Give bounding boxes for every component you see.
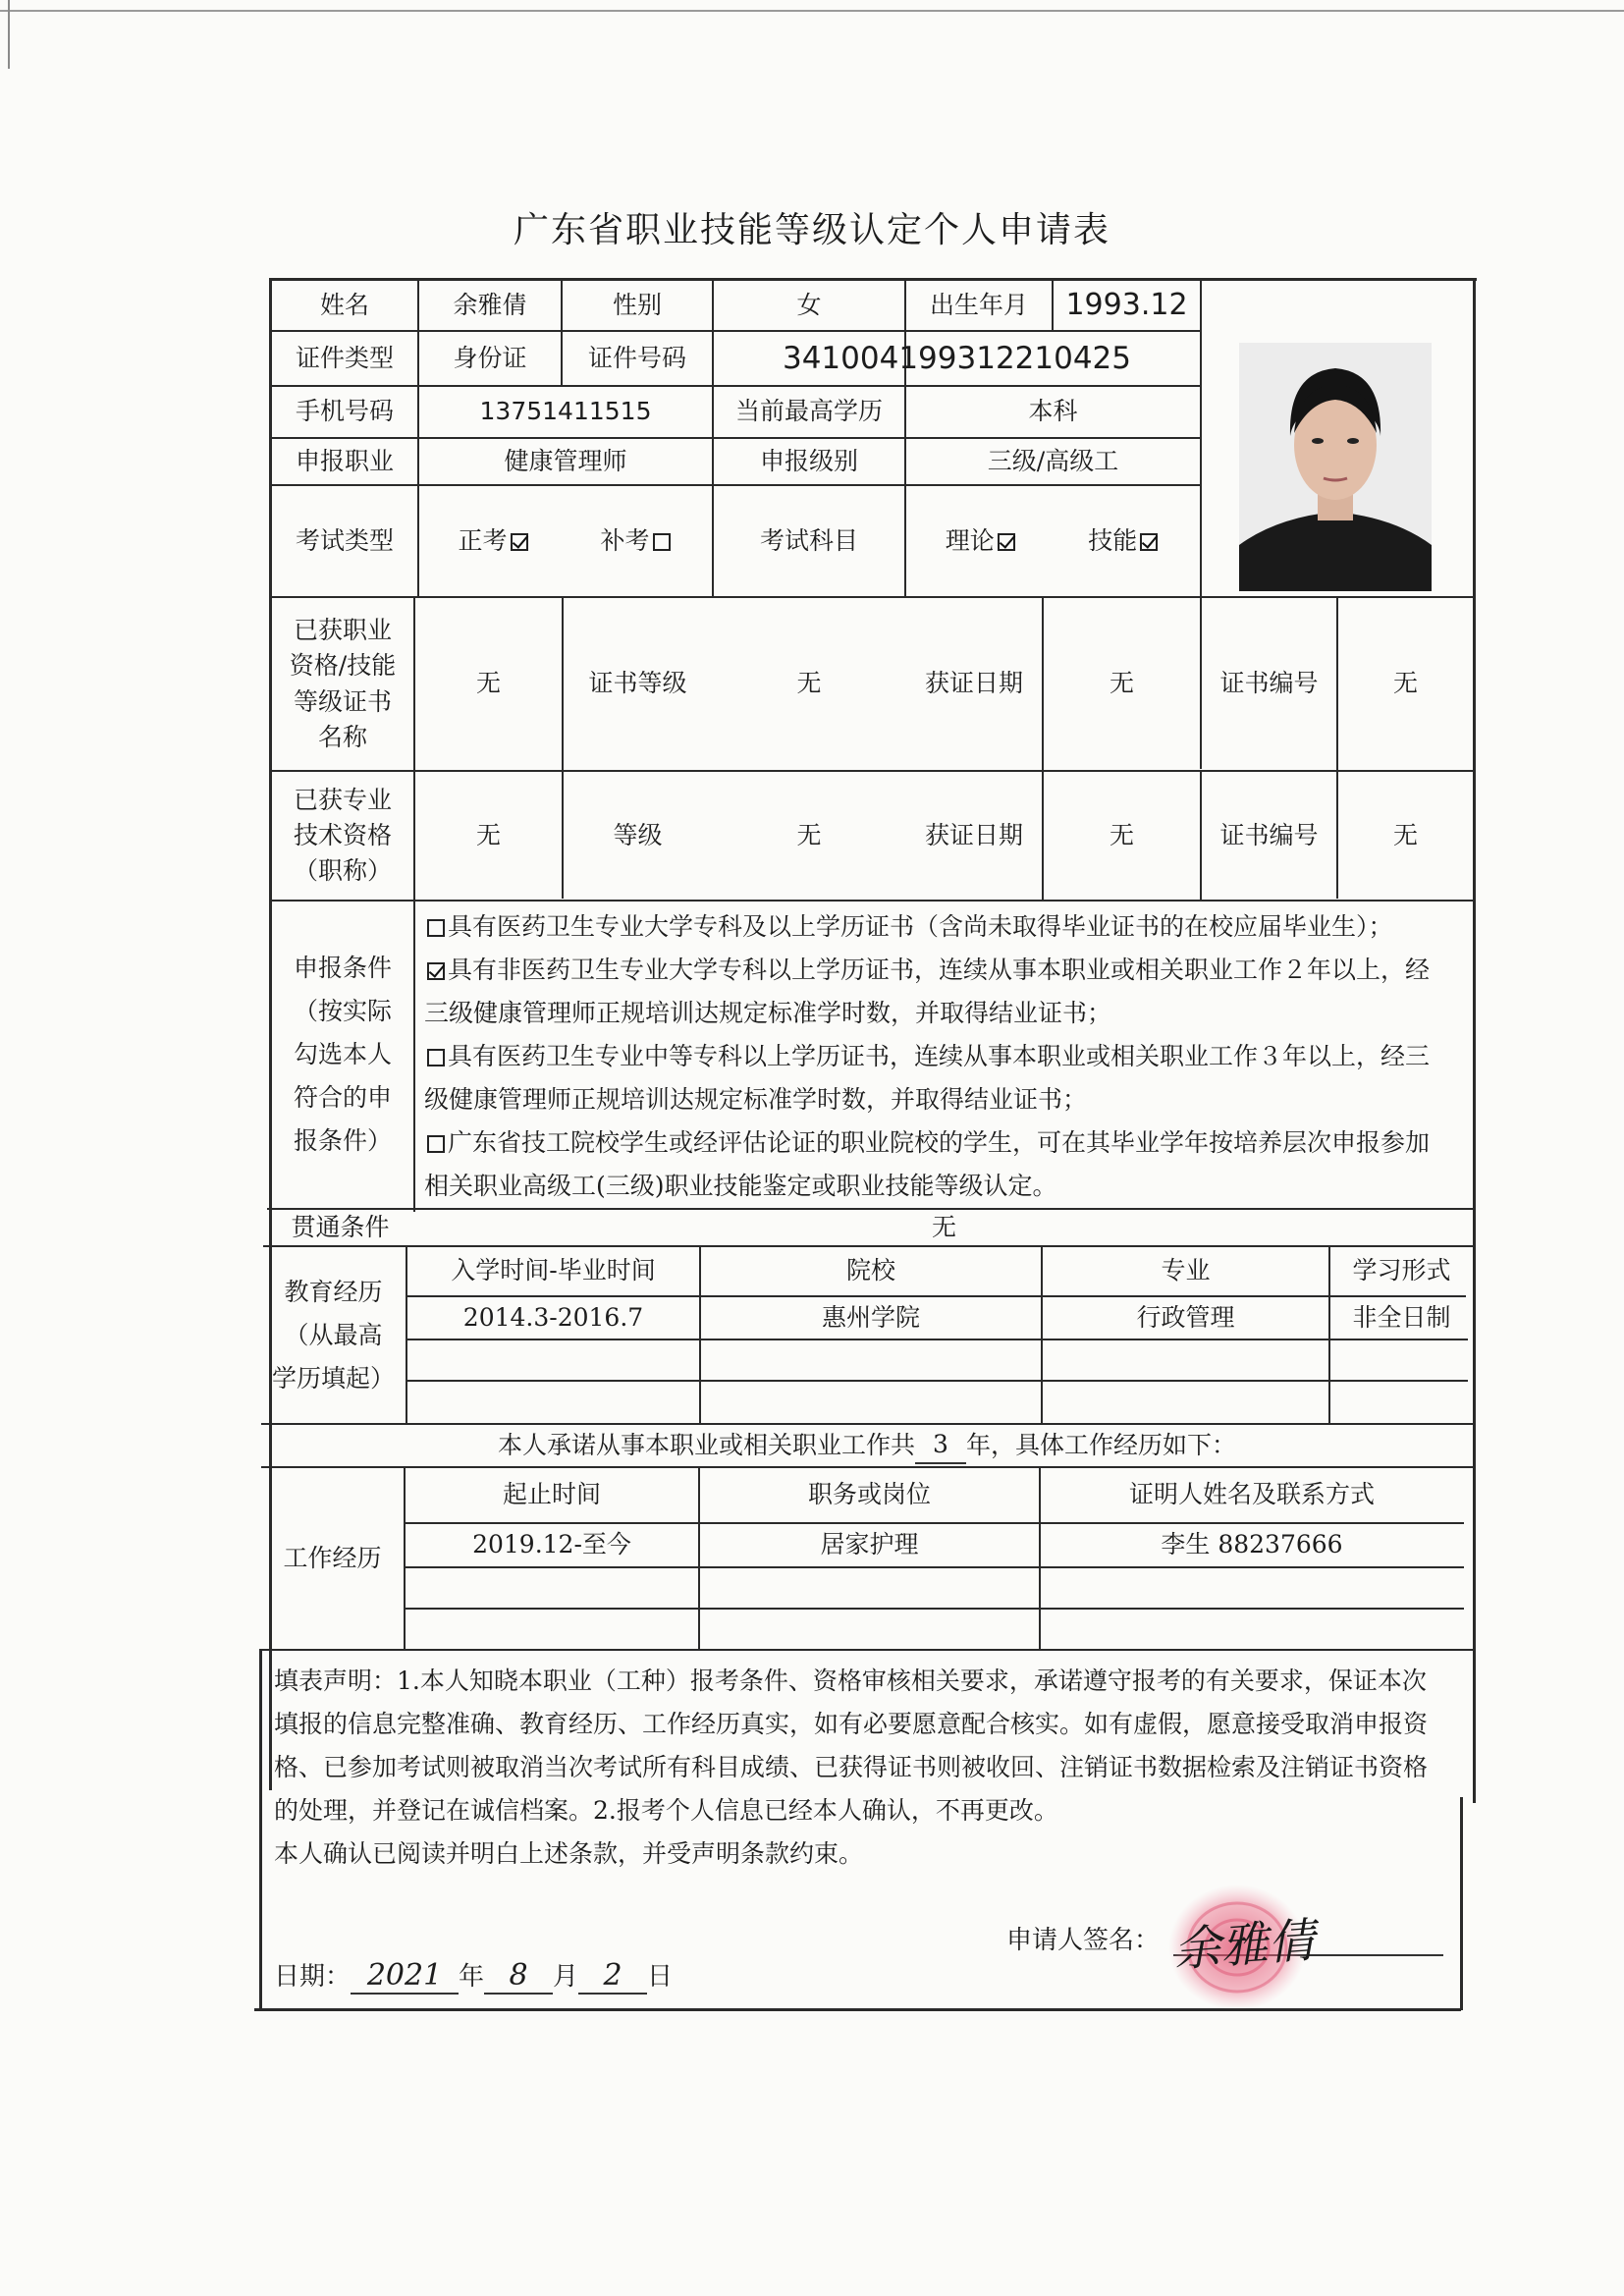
- exam-type-label: 考试类型: [295, 525, 394, 555]
- condition-item-3[interactable]: 具有医药卫生专业中等专科以上学历证书，连续从事本职业或相关职业工作３年以上，经三: [424, 1035, 1430, 1078]
- phone-label: 手机号码: [295, 397, 394, 426]
- condition-3-checkbox[interactable]: [427, 1049, 445, 1066]
- birth-label: 出生年月: [929, 290, 1028, 319]
- condition-item-1[interactable]: 具有医药卫生专业大学专科及以上学历证书（含尚未取得毕业证书的在校应届毕业生）；: [424, 905, 1393, 949]
- id-no-label: 证件号码: [587, 343, 686, 372]
- work-header-period: 起止时间: [502, 1480, 601, 1509]
- work-row-2-position[interactable]: [700, 1568, 1039, 1608]
- edu-row-2-mode[interactable]: [1330, 1340, 1473, 1380]
- declaration: [274, 1660, 1457, 1876]
- education-label: 教育经历 （从最高 学历填起）: [271, 1277, 395, 1393]
- declaration-line-1: 填表声明：1.本人知晓本职业（工种）报考条件、资格审核相关要求，承诺遵守报考的有关要求，保证本次: [274, 1667, 1427, 1695]
- work-row-2-reference[interactable]: [1041, 1568, 1463, 1608]
- form-title: 广东省职业技能等级认定个人申请表: [513, 210, 1110, 250]
- qualification-cert-name[interactable]: 无: [475, 669, 501, 698]
- exam-regular-option[interactable]: 正考: [458, 523, 530, 559]
- pledge-years-field[interactable]: 3: [915, 1427, 966, 1464]
- declaration-line-2: 填报的信息完整准确、教育经历、工作经历真实，如有必要愿意配合核实。如有虚假，愿意接受取消申报资: [274, 1710, 1429, 1738]
- edu-header-mode: 学习形式: [1352, 1256, 1451, 1285]
- date-month-field[interactable]: 8: [484, 1958, 553, 1995]
- date-year-unit: 年: [459, 1962, 485, 1992]
- edu-row-1-school[interactable]: 惠州学院: [821, 1302, 920, 1332]
- phone-field[interactable]: 13751411515: [479, 397, 652, 426]
- edu-row-3-period[interactable]: [407, 1382, 699, 1423]
- work-row-3-period[interactable]: [406, 1610, 698, 1649]
- pro-no-field[interactable]: 无: [1392, 820, 1418, 849]
- through-field[interactable]: 无: [931, 1212, 956, 1241]
- work-header-position: 职务或岗位: [807, 1480, 931, 1509]
- exam-subjects-options: [906, 486, 1200, 596]
- pro-date-field[interactable]: 无: [1109, 820, 1134, 849]
- applicant-photo: [1239, 343, 1432, 591]
- pro-grade-field[interactable]: 无: [796, 820, 822, 849]
- condition-4-checkbox[interactable]: [427, 1135, 445, 1153]
- edu-row-1-mode[interactable]: 非全日制: [1352, 1302, 1451, 1332]
- exam-makeup-option[interactable]: 补考: [600, 523, 673, 559]
- subject-skill-checkbox[interactable]: [1140, 533, 1158, 551]
- declaration-line-5: 本人确认已阅读并明白上述条款，并受声明条款约束。: [274, 1839, 864, 1868]
- apply-level-label: 申报级别: [759, 446, 858, 475]
- work-pledge: [261, 1425, 1473, 1466]
- condition-item-4[interactable]: 广东省技工院校学生或经评估论证的职业院校的学生，可在其毕业学年按培养层次申报参加: [424, 1121, 1430, 1165]
- pro-grade-label: 等级: [613, 820, 663, 849]
- cert-date-field[interactable]: 无: [1109, 669, 1134, 698]
- cert-no-field[interactable]: 无: [1392, 669, 1418, 698]
- edu-row-3-school[interactable]: [701, 1382, 1041, 1423]
- edu-row-3-mode[interactable]: [1330, 1382, 1473, 1423]
- exam-type-options: [419, 486, 712, 596]
- occupation-field[interactable]: 健康管理师: [504, 446, 627, 475]
- date-label: 日期：: [274, 1962, 352, 1992]
- name-field[interactable]: 余雅倩: [453, 290, 527, 319]
- edu-header-period: 入学时间-毕业时间: [451, 1256, 656, 1285]
- subject-theory-checkbox[interactable]: [998, 533, 1015, 551]
- subject-skill-option[interactable]: 技能: [1088, 523, 1161, 559]
- edu-row-3-major[interactable]: [1043, 1382, 1328, 1423]
- edu-header-major: 专业: [1161, 1256, 1211, 1285]
- condition-item-4-cont: 相关职业高级工(三级)职业技能鉴定或职业技能等级认定。: [424, 1172, 1057, 1200]
- subject-theory-option[interactable]: 理论: [946, 523, 1018, 559]
- condition-item-3-cont: 级健康管理师正规培训达规定标准学时数，并取得结业证书；: [424, 1085, 1088, 1114]
- education-level-field[interactable]: 本科: [1028, 397, 1078, 426]
- conditions-list: [424, 905, 1471, 1206]
- pledge-text-post: 年，具体工作经历如下：: [966, 1430, 1237, 1459]
- edu-row-2-major[interactable]: [1043, 1340, 1328, 1380]
- condition-item-2-cont: 三级健康管理师正规培训达规定标准学时数，并取得结业证书；: [424, 999, 1112, 1027]
- work-row-3-reference[interactable]: [1041, 1610, 1463, 1649]
- edu-row-1-major[interactable]: 行政管理: [1136, 1302, 1235, 1332]
- edu-row-1-period[interactable]: 2014.3-2016.7: [462, 1302, 644, 1332]
- signature-label: 申请人签名：: [1006, 1926, 1161, 1955]
- edu-row-2-period[interactable]: [407, 1340, 699, 1380]
- work-row-3-position[interactable]: [700, 1610, 1039, 1649]
- exam-subjects-label: 考试科目: [759, 525, 858, 555]
- exam-makeup-checkbox[interactable]: [653, 533, 671, 551]
- professional-title-name[interactable]: 无: [475, 820, 501, 849]
- pro-date-label: 获证日期: [924, 820, 1023, 849]
- birth-field[interactable]: 1993.12: [1065, 288, 1188, 323]
- conditions-label: 申报条件 （按实际 勾选本人 符合的申 报条件）: [293, 954, 392, 1155]
- gender-label: 性别: [612, 290, 662, 319]
- date-day-field[interactable]: 2: [578, 1958, 647, 1995]
- portrait-image: [1239, 343, 1432, 591]
- work-row-2-period[interactable]: [406, 1568, 698, 1608]
- gender-field[interactable]: 女: [796, 290, 822, 319]
- date-row: [274, 1956, 673, 1995]
- exam-regular-checkbox[interactable]: [511, 533, 528, 551]
- date-year-field[interactable]: 2021: [351, 1958, 459, 1995]
- condition-item-2[interactable]: 具有非医药卫生专业大学专科以上学历证书，连续从事本职业或相关职业工作２年以上，经: [424, 949, 1430, 992]
- work-label: 工作经历: [283, 1543, 382, 1572]
- education-level-label: 当前最高学历: [734, 397, 883, 426]
- cert-grade-field[interactable]: 无: [796, 669, 822, 698]
- occupation-label: 申报职业: [295, 446, 394, 475]
- id-type-field[interactable]: 身份证: [453, 343, 527, 372]
- qualification-cert-label: 已获职业 资格/技能 等级证书 名称: [289, 616, 397, 751]
- cert-date-label: 获证日期: [924, 669, 1023, 698]
- name-label: 姓名: [319, 290, 369, 319]
- work-row-1-reference[interactable]: 李生 88237666: [1161, 1530, 1343, 1559]
- cert-grade-label: 证书等级: [588, 669, 687, 698]
- pledge-text-pre: 本人承诺从事本职业或相关职业工作共: [497, 1430, 915, 1459]
- through-label: 贯通条件: [291, 1212, 390, 1241]
- work-row-1-position[interactable]: 居家护理: [820, 1530, 919, 1559]
- date-month-unit: 月: [553, 1962, 579, 1992]
- declaration-line-3: 格、已参加考试则被取消当次考试所有科目成绩、已获得证书则被收回、注销证书数据检索及注销证书资格: [274, 1753, 1429, 1781]
- apply-level-field[interactable]: 三级/高级工: [987, 446, 1119, 475]
- professional-title-label: 已获专业 技术资格 （职称）: [293, 785, 392, 886]
- edu-row-2-school[interactable]: [701, 1340, 1041, 1380]
- work-header-reference: 证明人姓名及联系方式: [1128, 1480, 1375, 1509]
- condition-2-checkbox[interactable]: [427, 962, 445, 980]
- applicant-signature[interactable]: 余雅倩: [1171, 1913, 1318, 1978]
- edu-header-school: 院校: [845, 1256, 895, 1285]
- scan-edge-left: [8, 0, 10, 69]
- date-day-unit: 日: [647, 1962, 674, 1992]
- work-row-1-period[interactable]: 2019.12-至今: [472, 1530, 631, 1559]
- scan-edge-top: [0, 10, 1624, 12]
- id-no-field[interactable]: 341004199312210425: [782, 340, 1132, 376]
- pro-no-label: 证书编号: [1219, 820, 1319, 849]
- id-type-label: 证件类型: [295, 343, 394, 372]
- declaration-line-4: 的处理，并登记在诚信档案。2.报考个人信息已经本人确认，不再更改。: [274, 1796, 1058, 1825]
- condition-1-checkbox[interactable]: [427, 919, 445, 937]
- cert-no-label: 证书编号: [1219, 669, 1319, 698]
